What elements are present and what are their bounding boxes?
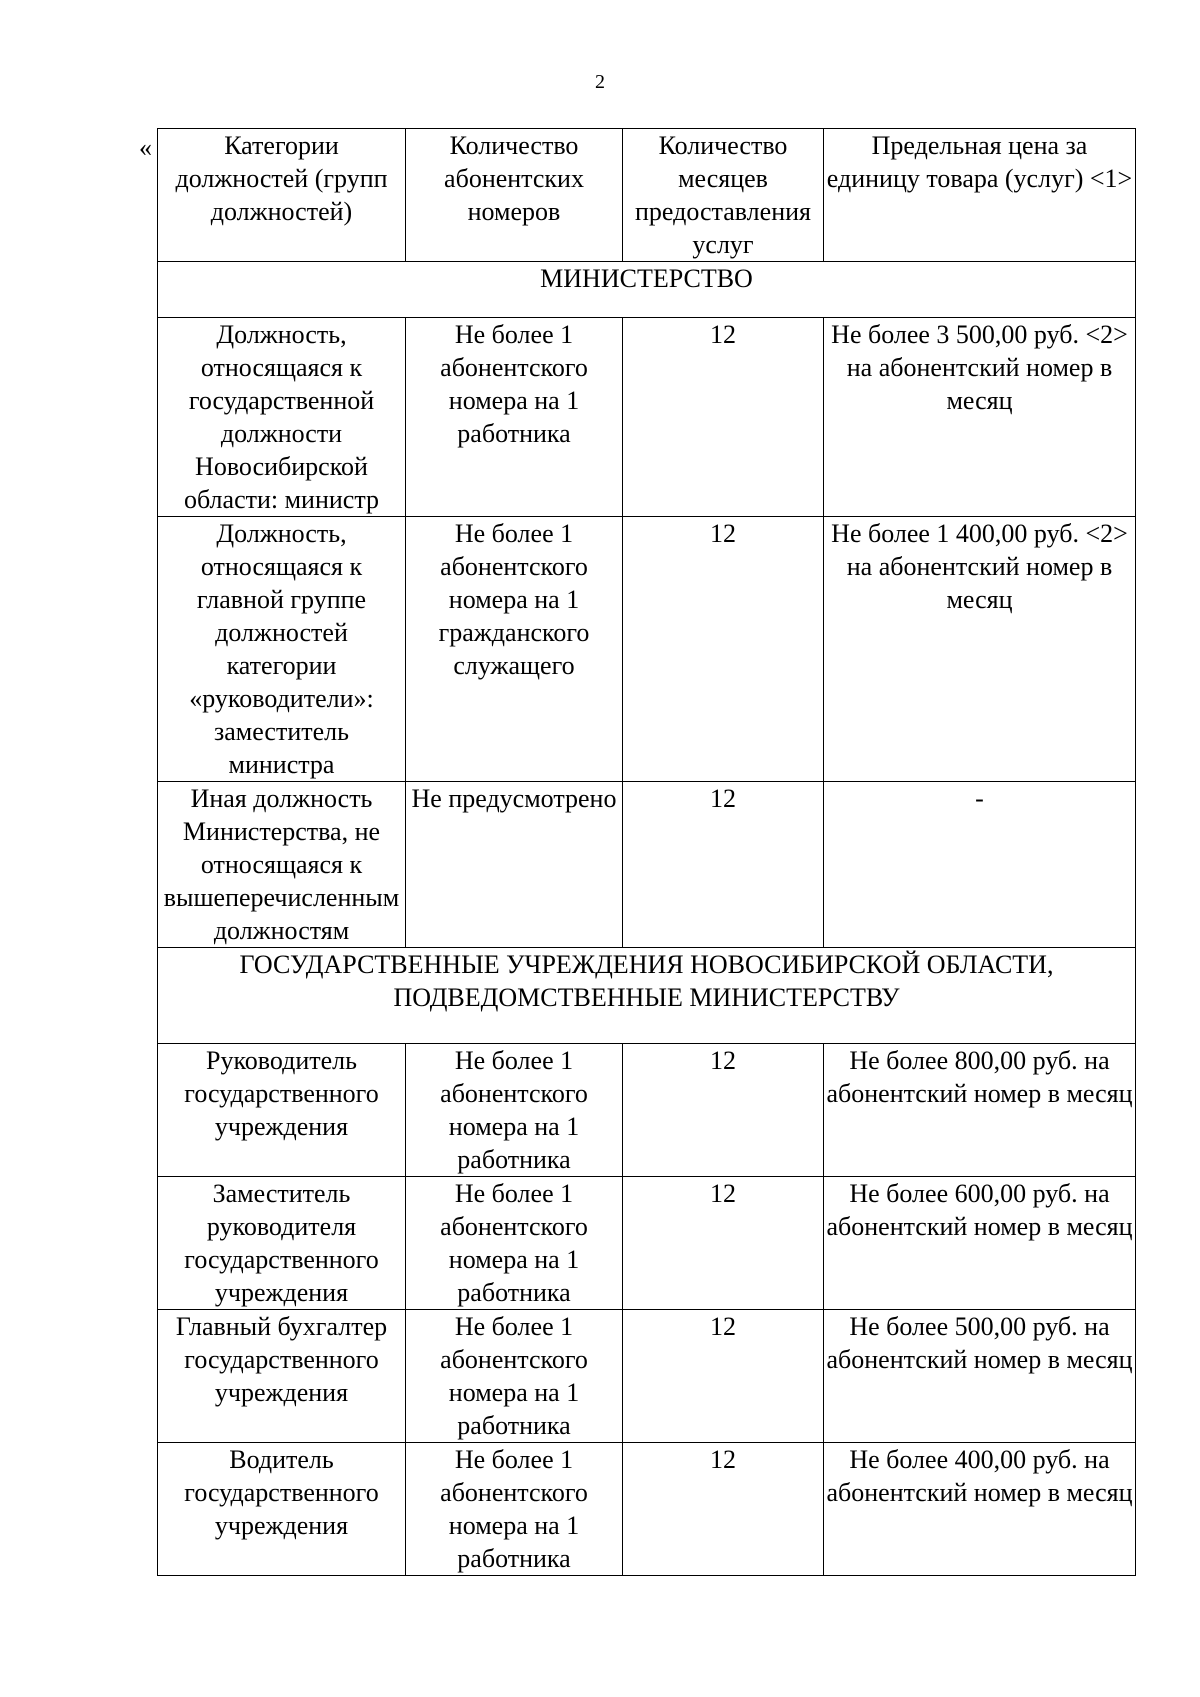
section-row bbox=[158, 948, 1136, 1044]
cell-position: Водитель государственного учреждения bbox=[158, 1443, 406, 1576]
cell-months: 12 bbox=[623, 318, 824, 517]
header-price-limit: Предельная цена за единицу товара (услуг) <1> bbox=[824, 129, 1136, 262]
header-position-categories: Категории должностей (групп должностей) bbox=[158, 129, 406, 262]
cell-price: Не более 800,00 руб. на абонентский номер в месяц bbox=[824, 1044, 1136, 1177]
cell-months: 12 bbox=[623, 1443, 824, 1576]
section-row bbox=[158, 262, 1136, 318]
cell-subscriber-numbers: Не более 1 абонентского номера на 1 работника bbox=[406, 1310, 623, 1443]
section-title: ГОСУДАРСТВЕННЫЕ УЧРЕЖДЕНИЯ НОВОСИБИРСКОЙ ОБЛАСТИ, ПОДВЕДОМСТВЕННЫЕ МИНИСТЕРСТВУ bbox=[158, 948, 1136, 1044]
header-subscriber-numbers: Количество абонентских номеров bbox=[406, 129, 623, 262]
cell-position: Должность, относящаяся к главной группе должностей категории «руководители»: заместитель министра bbox=[158, 517, 406, 782]
cell-months: 12 bbox=[623, 1310, 824, 1443]
header-service-months: Количество месяцев предоставления услуг bbox=[623, 129, 824, 262]
table-row bbox=[158, 318, 1136, 517]
table-row bbox=[158, 1177, 1136, 1310]
cell-subscriber-numbers: Не более 1 абонентского номера на 1 гражданского служащего bbox=[406, 517, 623, 782]
cell-subscriber-numbers: Не предусмотрено bbox=[406, 782, 623, 948]
cell-subscriber-numbers: Не более 1 абонентского номера на 1 работника bbox=[406, 318, 623, 517]
table-row bbox=[158, 1310, 1136, 1443]
cell-subscriber-numbers: Не более 1 абонентского номера на 1 работника bbox=[406, 1443, 623, 1576]
table-header-row bbox=[158, 129, 1136, 262]
cell-position: Иная должность Министерства, не относящаяся к вышеперечисленным должностям bbox=[158, 782, 406, 948]
cell-subscriber-numbers: Не более 1 абонентского номера на 1 работника bbox=[406, 1177, 623, 1310]
tariff-table bbox=[157, 128, 1136, 1576]
cell-months: 12 bbox=[623, 1044, 824, 1177]
cell-months: 12 bbox=[623, 782, 824, 948]
table-row bbox=[158, 1443, 1136, 1576]
page-number: 2 bbox=[595, 71, 605, 93]
table-row bbox=[158, 517, 1136, 782]
cell-price: Не более 3 500,00 руб. <2> на абонентский номер в месяц bbox=[824, 318, 1136, 517]
section-title: МИНИСТЕРСТВО bbox=[158, 262, 1136, 318]
cell-price: Не более 600,00 руб. на абонентский номер в месяц bbox=[824, 1177, 1136, 1310]
table-row bbox=[158, 1044, 1136, 1177]
opening-quote-mark: « bbox=[139, 133, 152, 162]
cell-price: Не более 500,00 руб. на абонентский номер в месяц bbox=[824, 1310, 1136, 1443]
cell-price: - bbox=[824, 782, 1136, 948]
cell-months: 12 bbox=[623, 1177, 824, 1310]
cell-price: Не более 1 400,00 руб. <2> на абонентский номер в месяц bbox=[824, 517, 1136, 782]
cell-months: 12 bbox=[623, 517, 824, 782]
cell-position: Должность, относящаяся к государственной должности Новосибирской области: министр bbox=[158, 318, 406, 517]
cell-position: Заместитель руководителя государственного учреждения bbox=[158, 1177, 406, 1310]
table-row bbox=[158, 782, 1136, 948]
cell-price: Не более 400,00 руб. на абонентский номер в месяц bbox=[824, 1443, 1136, 1576]
cell-position: Руководитель государственного учреждения bbox=[158, 1044, 406, 1177]
cell-subscriber-numbers: Не более 1 абонентского номера на 1 работника bbox=[406, 1044, 623, 1177]
cell-position: Главный бухгалтер государственного учреждения bbox=[158, 1310, 406, 1443]
